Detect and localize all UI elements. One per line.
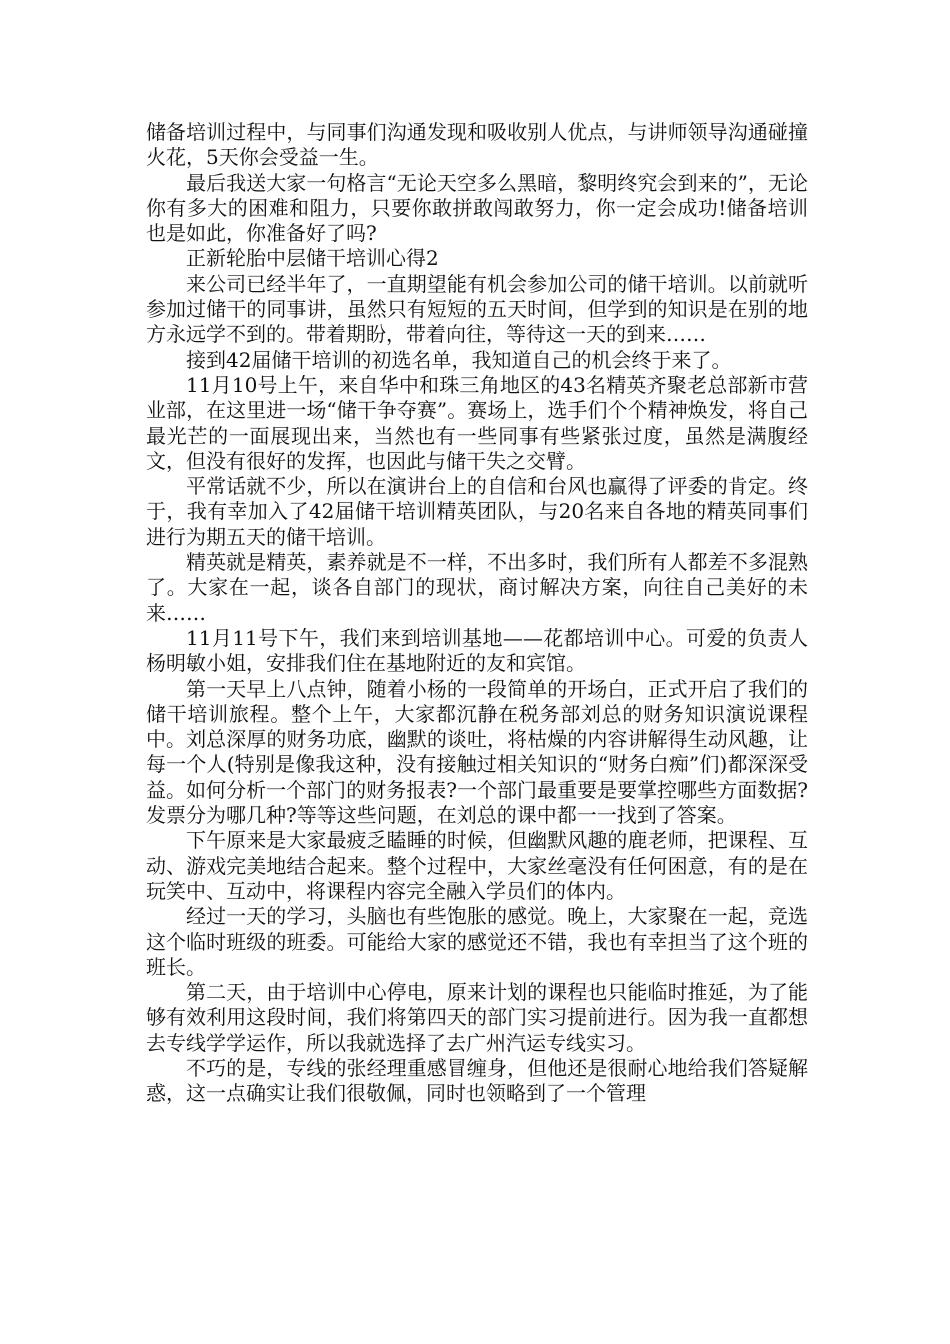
section-heading: 正新轮胎中层储干培训心得2 (186, 246, 439, 271)
paragraph: 第一天早上八点钟，随着小杨的一段简单的开场白，正式开启了我们的储干培训旅程。整个上午，大家都沉静在税务部刘总的财务知识演说课程中。刘总深厚的财务功底，幽默的谈吐，将枯燥的内容讲解得生动风趣，让每一个人(特别是像我这种，没有接触过相关知识的“财务白痴”们)都深深受益。如何分析一个部门的财务报表?一个部门最重要是要掌控哪些方面数据?发票分为哪几种?等等这些问题，在刘总的课中都一一找到了答案。 (146, 676, 808, 828)
paragraph: 11月11号下午，我们来到培训基地——花都培训中心。可爱的负责人杨明敏小姐，安排我们住在基地附近的友和宾馆。 (146, 625, 808, 676)
paragraph: 11月10号上午，来自华中和珠三角地区的43名精英齐聚老总部新市营业部，在这里进一场“储干争夺赛”。赛场上，选手们个个精神焕发，将自己最光芒的一面展现出来，当然也有一些同事有些紧张过度，虽然是满腹经文，但没有很好的发挥，也因此与储干失之交臂。 (146, 372, 808, 473)
paragraph: 不巧的是，专线的张经理重感冒缠身，但他还是很耐心地给我们答疑解惑，这一点确实让我们很敬佩，同时也领略到了一个管理 (146, 1055, 808, 1106)
paragraph: 平常话就不少，所以在演讲台上的自信和台风也赢得了评委的肯定。终于，我有幸加入了42届储干培训精英团队，与20名来自各地的精英同事们进行为期五天的储干培训。 (146, 474, 808, 549)
paragraph: 下午原来是大家最疲乏瞌睡的时候，但幽默风趣的鹿老师，把课程、互动、游戏完美地结合起来。整个过程中，大家丝毫没有任何困意，有的是在玩笑中、互动中，将课程内容完全融入学员们的体内。 (146, 828, 808, 903)
paragraph: 第二天，由于培训中心停电，原来计划的课程也只能临时推延，为了能够有效利用这段时间，我们将第四天的部门实习提前进行。因为我一直都想去专线学学运作，所以我就选择了去广州汽运专线实习。 (146, 980, 808, 1055)
paragraph: 最后我送大家一句格言“无论天空多么黑暗，黎明终究会到来的”，无论你有多大的困难和阻力，只要你敢拼敢闯敢努力，你一定会成功!储备培训也是如此，你准备好了吗? (146, 170, 808, 246)
paragraph: 精英就是精英，素养就是不一样，不出多时，我们所有人都差不多混熟了。大家在一起，谈各自部门的现状，商讨解决方案，向往自己美好的未来…… (146, 550, 808, 625)
paragraph: 储备培训过程中，与同事们沟通发现和吸收别人优点，与讲师领导沟通碰撞火花，5天你会受益一生。 (146, 120, 808, 170)
paragraph: 来公司已经半年了，一直期望能有机会参加公司的储干培训。以前就听参加过储干的同事讲，虽然只有短短的五天时间，但学到的知识是在别的地方永远学不到的。带着期盼，带着向往，等待这一天的到来…… (146, 271, 808, 347)
document-page (146, 120, 808, 1107)
paragraph: 经过一天的学习，头脑也有些饱胀的感觉。晚上，大家聚在一起，竞选这个临时班级的班委。可能给大家的感觉还不错，我也有幸担当了这个班的班长。 (146, 904, 808, 979)
paragraph: 接到42届储干培训的初选名单，我知道自己的机会终于来了。 (186, 347, 732, 372)
